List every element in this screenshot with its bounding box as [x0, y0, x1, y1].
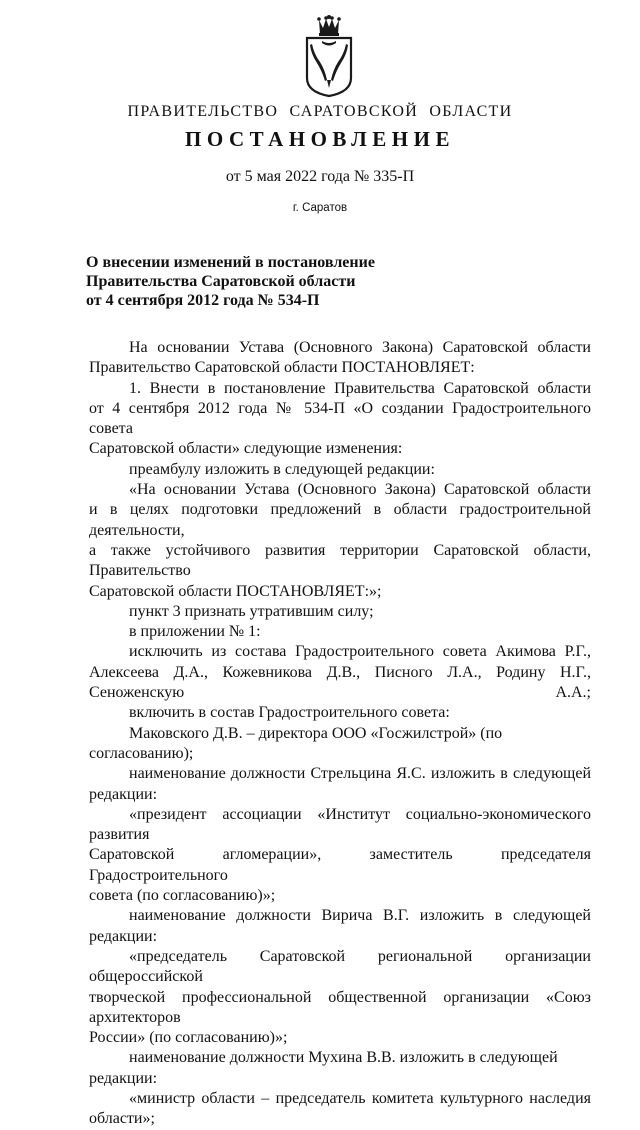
subject-line: от 4 сентября 2012 года № 534-П — [86, 292, 320, 309]
coat-of-arms-emblem — [301, 14, 357, 98]
body-line: редакции: — [89, 927, 158, 945]
government-name: ПРАВИТЕЛЬСТВО САРАТОВСКОЙ ОБЛАСТИ — [127, 103, 513, 120]
body-line: На основании Устава (Основного Закона) Саратовской области — [129, 339, 591, 356]
decree-body — [89, 338, 591, 1130]
body-line: совета (по согласованию)»; — [89, 887, 276, 905]
body-line: и в целях подготовки предложений в области градостроительной деятельности, — [89, 501, 591, 539]
body-line: редакции: — [89, 785, 158, 803]
body-line: наименование должности Вирича В.Г. изложить в следующей — [129, 907, 591, 925]
body-line: исключить из состава Градостроительного совета Акимова Р.Г., — [129, 643, 591, 661]
subject-line: Правительства Саратовской области — [86, 273, 356, 290]
body-line: в приложении № 1: — [129, 623, 261, 641]
body-line: России» (по согласованию)»; — [89, 1029, 288, 1047]
body-line: Саратовской агломерации», заместитель председателя Градостроительного — [89, 846, 591, 884]
body-line: «На основании Устава (Основного Закона) Саратовской области — [129, 481, 591, 499]
body-line: Саратовской области» следующие изменения: — [89, 440, 403, 458]
decree-subject — [86, 253, 375, 310]
body-line: Правительство Саратовской области ПОСТАНОВЛЯЕТ: — [89, 359, 475, 377]
issue-city: г. Саратов — [292, 202, 348, 214]
body-line: «министр области – председатель комитета культурного наследия — [129, 1089, 591, 1107]
body-line: «председатель Саратовской региональной организации общероссийской — [89, 947, 591, 986]
body-line: Алексеева Д.А., Кожевникова Д.В., Писного Л.А., Родину Н.Г., Сеноженскую А.А.; — [89, 663, 591, 702]
body-line: Маковского Д.В. – директора ООО «Госжилстрой» (по согласованию); — [89, 724, 503, 762]
body-line: от 4 сентября 2012 года № 534-П «О создании Градостроительного совета — [89, 399, 591, 438]
body-line: включить в состав Градостроительного совета: — [129, 704, 450, 722]
body-line: 1. Внести в постановление Правительства Саратовской области — [129, 379, 591, 397]
body-line: наименование должности Мухина В.В. изложить в следующей редакции: — [89, 1049, 558, 1087]
body-line: «президент ассоциации «Институт социально-экономического развития — [89, 805, 591, 844]
decree-date-number: от 5 мая 2022 года № 335-П — [225, 168, 415, 185]
body-line: преамбулу изложить в следующей редакции: — [129, 460, 435, 478]
subject-line: О внесении изменений в постановление — [86, 254, 375, 271]
body-line: творческой профессиональной общественной организации «Союз архитекторов — [89, 988, 591, 1026]
body-line: пункт 3 признать утратившим силу; — [129, 602, 374, 620]
crown-icon — [317, 15, 341, 36]
body-line: Саратовской области ПОСТАНОВЛЯЕТ:»; — [89, 582, 382, 600]
body-line: наименование должности Стрельцина Я.С. изложить в следующей — [129, 765, 591, 783]
body-line: а также устойчивого развития территории Саратовской области, Правительство — [89, 541, 591, 580]
body-line: области»; — [89, 1110, 155, 1128]
document-type-title: ПОСТАНОВЛЕНИЕ — [185, 127, 455, 151]
